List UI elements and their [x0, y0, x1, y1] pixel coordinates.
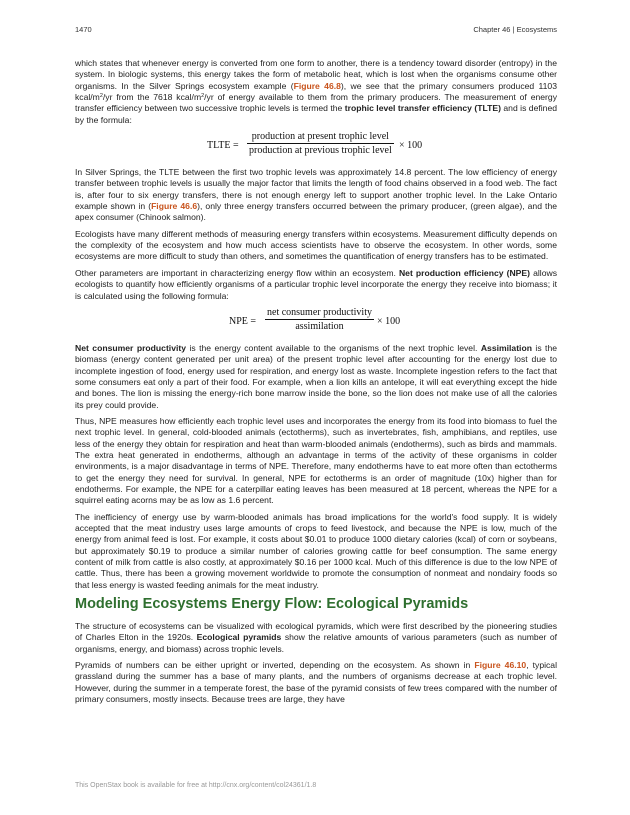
figure-link-46-10[interactable]: Figure 46.10 — [474, 660, 527, 671]
text-segment: Pyramids of numbers can be either upright or inverted, depending on the ecosystem. As shown in — [75, 660, 475, 671]
formula-denominator: assimilation — [295, 320, 344, 332]
page-footer: This OpenStax book is available for free at http://cnx.org/content/col24361/1.8 — [75, 782, 317, 789]
text-segment: is the energy content available to the organisms of the next trophic level. — [186, 342, 481, 353]
text-segment: The structure of ecosystems can be visualized with ecological pyramids, which were first described by the pioneering studies of Charles Elton in the 1920s. — [75, 621, 557, 643]
formula-npe — [75, 307, 557, 337]
formula-tlte — [75, 131, 557, 161]
formula-rhs: × 100 — [377, 315, 401, 327]
term-tlte: trophic level transfer efficiency (TLTE) — [344, 103, 501, 114]
paragraph-ecological-pyramids — [75, 621, 557, 655]
formula-lhs: TLTE = — [207, 140, 239, 152]
figure-link-46-6[interactable]: Figure 46.6 — [151, 201, 198, 212]
text-segment: and is defined by the formula: — [75, 103, 558, 125]
term-net-consumer-productivity: Net consumer productivity — [75, 342, 187, 353]
text-segment: which states that whenever energy is converted from one form to another, there is a tendency toward disorder (entropy) in the system. In biologic systems, this energy takes the form of metabolic heat, which is lost when the organisms consume other organisms. In the Silver Springs ecosystem example ( — [75, 58, 557, 91]
paragraph-entropy — [75, 58, 557, 126]
superscript: 2 — [99, 93, 103, 100]
text-segment: is the biomass (energy content generated per unit area) of the present trophic level after accounting for the energy lost due to incomplete ingestion of food, energy used for respiration, and energy lost as waste. Incomplete ingestion refers to the fact that some consumers eat only a part of their food. For example, when a lion kills an antelope, it will eat everything except the hide and bones. The lion is missing the energy-rich bone marrow inside the bone, so the lion does not make use of all the calories its prey could provide. — [75, 342, 558, 410]
paragraph-silver-springs — [75, 167, 557, 224]
section-heading: Modeling Ecosystems Energy Flow: Ecological Pyramids — [75, 596, 469, 613]
term-npe: Net production efficiency (NPE) — [398, 267, 531, 278]
figure-link-46-8[interactable]: Figure 46.8 — [293, 80, 341, 91]
term-assimilation: Assimilation — [480, 342, 532, 353]
formula-fraction — [265, 307, 374, 332]
paragraph-measuring: Ecologists have many different methods of measuring energy transfers within ecosystems. Measurement difficulty depends on the complexity of the ecosystem and how much access scientists have to observe the ecosystem. In other words, some ecosystems are more difficult to study than others, and sometimes the quantification of energy transfers has to be estimated. — [75, 228, 557, 262]
formula-numerator: net consumer productivity — [267, 306, 372, 318]
text-segment: /yr from the 7618 kcal/m — [102, 92, 202, 103]
main-content — [75, 58, 557, 710]
page-number: 1470 — [75, 25, 92, 34]
formula-lhs: NPE = — [229, 315, 257, 327]
paragraph-food-supply: The inefficiency of energy use by warm-blooded animals has broad implications for the world's food supply. It is widely accepted that the meat industry uses large amounts of crops to feed livestock, and because the NPE is low, much of the energy from animal feed is lost. For example, it costs about $0.01 to produce 1000 dietary calories (kcal) of corn or soybeans, but approximately $0.19 to produce a similar number of calories growing cattle for beef consumption. The same energy content of milk from cattle is also costly, at approximately $0.16 per 1000 kcal. Much of this difference is due to the low NPE of cattle. Thus, there has been a growing movement worldwide to promote the consumption of nonmeat and nondairy foods so that less energy is wasted feeding animals for the meat industry. — [75, 511, 557, 590]
superscript: 2 — [201, 93, 205, 100]
text-segment: show the relative amounts of various parameters (such as number of organisms, energy, and biomass) across trophic levels. — [75, 632, 557, 654]
paragraph-ectotherms: Thus, NPE measures how efficiently each trophic level uses and incorporates the energy from its food into biomass to fuel the next trophic level. In general, cold-blooded animals (ectotherms), such as invertebrates, fish, amphibians, and reptiles, use less of the energy they obtain for respiration and heat than warm-blooded animals (endotherms), such as birds and mammals. The extra heat generated in endotherms, although an advantage in terms of the activity of these organisms in colder environments, is a major disadvantage in terms of NPE. Therefore, many endotherms have to eat more often than ectotherms to get the energy they need for survival. In general, NPE for ectotherms is an order of magnitude (10x) higher than for endotherms. For example, the NPE for a caterpillar eating leaves has been measured at 18 percent, whereas the NPE for a squirrel eating acorns may be as low as 1.6 percent. — [75, 415, 557, 506]
formula-fraction — [247, 131, 394, 156]
formula-numerator: production at present trophic level — [247, 131, 394, 144]
paragraph-npe-intro — [75, 268, 557, 302]
text-segment: Other parameters are important in characterizing energy flow within an ecosystem. — [75, 267, 399, 278]
term-ecological-pyramids: Ecological pyramids — [196, 632, 282, 643]
text-segment: , typical grassland during the summer has a base of many plants, and the numbers of organisms decrease at each trophic level. However, during the summer in a temperate forest, the base of the pyramid consists of few trees compared with the number of primary consumers, mostly insects. Because trees are large, they have — [75, 660, 557, 705]
text-segment: In Silver Springs, the TLTE between the first two trophic levels was approximately 14.8 percent. The low efficiency of energy transfer between trophic levels is usually the major factor that limits the length of food chains observed in a food web. The fact is, after four to six energy transfers, there is not enough energy left to support another trophic level. In the Lake Ontario example shown in ( — [75, 167, 557, 212]
paragraph-assimilation — [75, 343, 557, 411]
text-segment: ), only three energy transfers occurred between the primary producer, (green algae), and the apex consumer (Chinook salmon). — [75, 201, 557, 223]
paragraph-pyramids-of-numbers — [75, 660, 557, 705]
formula-rhs: × 100 — [399, 140, 423, 152]
text-segment: allows ecologists to quantify how efficiently organisms of a particular trophic level incorporate the energy they receive into biomass; it is calculated using the following formula: — [75, 267, 557, 301]
text-segment: ), we see that the primary consumers produced 1103 kcal/m — [75, 80, 557, 103]
page-header — [75, 25, 557, 37]
chapter-title: Chapter 46 | Ecosystems — [473, 25, 557, 34]
text-segment: /yr of energy available to them from the primary producers. The measurement of energy transfer efficiency between two successive trophic levels is termed the — [75, 92, 557, 114]
formula-denominator: production at previous trophic level — [249, 145, 392, 157]
